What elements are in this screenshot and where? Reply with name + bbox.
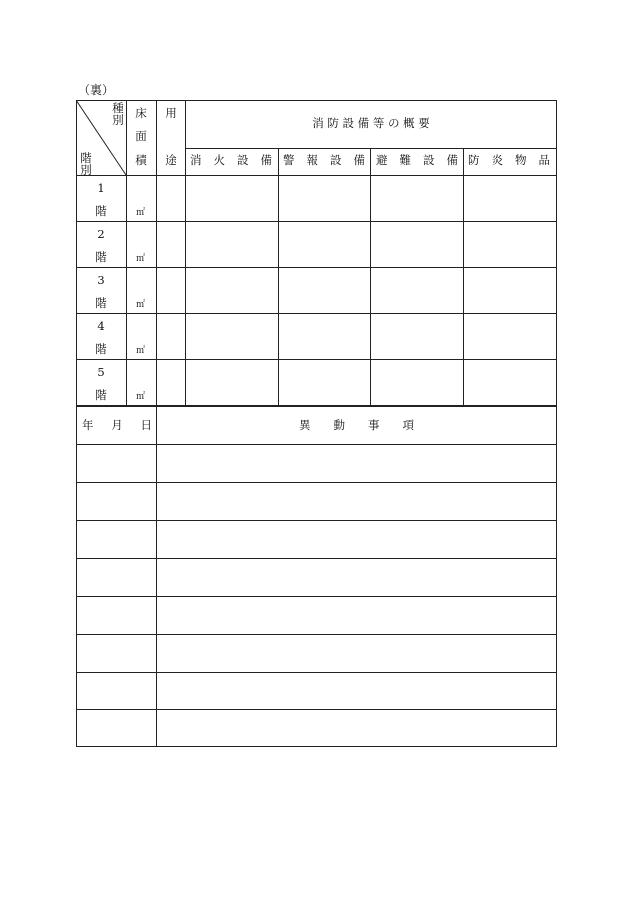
- area-unit: ㎡: [136, 300, 146, 310]
- history-change-cell[interactable]: [157, 559, 556, 596]
- header-evacuation: 避 難 設 備: [376, 153, 458, 167]
- area-unit: ㎡: [136, 208, 146, 218]
- history-date-cell[interactable]: [77, 559, 156, 596]
- history-date-header: 年 月 日: [82, 418, 152, 432]
- floor-number: 5: [97, 365, 105, 379]
- area-unit: ㎡: [136, 392, 146, 402]
- floor-label: 階: [95, 250, 107, 264]
- history-change-cell[interactable]: [157, 445, 556, 482]
- header-usage-1: 用: [165, 106, 177, 120]
- history-change-cell[interactable]: [157, 710, 556, 746]
- history-date-cell[interactable]: [77, 521, 156, 558]
- header-overview: 消 防 設 備 等 の 概 要: [312, 116, 430, 130]
- floor-number: 2: [97, 227, 105, 241]
- history-change-cell[interactable]: [157, 673, 556, 709]
- history-date-cell[interactable]: [77, 483, 156, 520]
- header-floor-area-2: 面: [135, 129, 147, 143]
- header-floor-area-1: 床: [135, 106, 147, 120]
- page-side-label: （裏）: [78, 83, 115, 97]
- floor-label: 階: [95, 296, 107, 310]
- floor-number: 3: [97, 273, 105, 287]
- header-fire-extinguishing: 消 火 設 備: [190, 153, 272, 167]
- history-change-cell[interactable]: [157, 635, 556, 672]
- history-date-cell[interactable]: [77, 635, 156, 672]
- floor-label: 階: [95, 204, 107, 218]
- header-floor-label: 階 別: [80, 151, 92, 177]
- history-change-cell[interactable]: [157, 483, 556, 520]
- floor-label: 階: [95, 342, 107, 356]
- area-unit: ㎡: [136, 254, 146, 264]
- history-date-cell[interactable]: [77, 445, 156, 482]
- header-alarm: 警 報 設 備: [283, 153, 365, 167]
- history-change-cell[interactable]: [157, 521, 556, 558]
- history-date-cell[interactable]: [77, 597, 156, 634]
- history-date-cell[interactable]: [77, 673, 156, 709]
- area-unit: ㎡: [136, 346, 146, 356]
- floor-number: 1: [97, 181, 105, 195]
- header-usage-2: 途: [165, 153, 177, 167]
- header-type-label: 種 別: [112, 101, 124, 127]
- floor-number: 4: [97, 319, 105, 333]
- floor-label: 階: [95, 388, 107, 402]
- header-flame-retardant: 防 炎 物 品: [468, 153, 550, 167]
- history-date-cell[interactable]: [77, 710, 156, 746]
- header-floor-area-3: 積: [135, 153, 147, 167]
- history-change-cell[interactable]: [157, 597, 556, 634]
- history-change-header: 異 動 事 項: [299, 418, 414, 432]
